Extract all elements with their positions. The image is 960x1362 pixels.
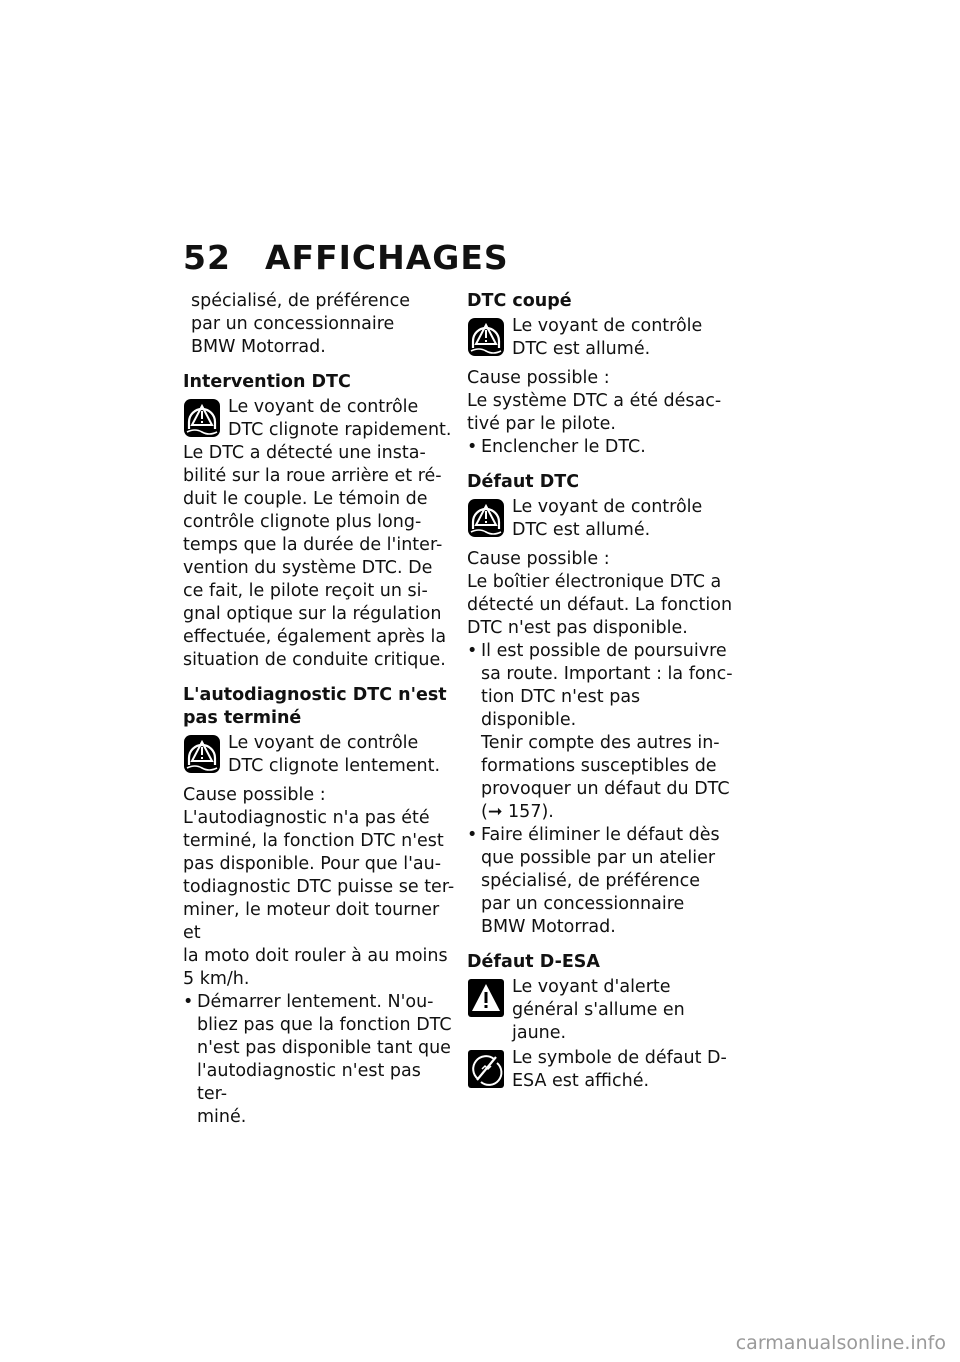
- section-heading-dtc-self-diagnosis: L'autodiagnostic DTC n'est pas terminé: [183, 685, 447, 728]
- icon-description: Le voyant d'alerte général s'allume en jaune.: [512, 977, 685, 1043]
- icon-description: Le voyant de contrôle DTC clignote lentement.: [228, 733, 441, 776]
- page-header: [183, 238, 509, 277]
- icon-row: [183, 732, 455, 778]
- desa-fault-icon: [467, 1049, 505, 1089]
- page-reference[interactable]: (➞ 157).: [481, 802, 554, 822]
- section-body: Le DTC a détecté une insta- bilité sur la roue arrière et ré- duit le couple. Le témoin de contrôle clignote plus long- temps que la durée de l'inter- vention du système DTC. De ce fait, le pilote reçoit un si- gnal optique sur la régulation effectuée, également après la situation de conduite critique.: [183, 443, 447, 670]
- cause-text: Le système DTC a été désac- tivé par le pilote.: [467, 391, 722, 434]
- cause-text: L'autodiagnostic n'a pas été terminé, la fonction DTC n'est pas disponible. Pour que l'au- todiagnostic DTC puisse se ter- miner, le moteur doit tourner et la moto doit rouler à au moins 5 km/h.: [183, 808, 455, 989]
- icon-row: [467, 315, 739, 361]
- intro-text: spécialisé, de préférence par un concessionnaire BMW Motorrad.: [191, 291, 411, 357]
- page-title: AFFICHAGES: [265, 238, 509, 277]
- left-column: [183, 290, 455, 1129]
- icon-description: Le symbole de défaut D-ESA est affiché.: [512, 1048, 727, 1091]
- icon-description: Le voyant de contrôle DTC est allumé.: [512, 316, 703, 359]
- dtc-warning-icon: [467, 498, 505, 538]
- cause-text: Le boîtier électronique DTC a détecté un défaut. La fonction DTC n'est pas disponible.: [467, 572, 733, 638]
- cause-label: Cause possible :: [467, 368, 610, 388]
- bullet-item: • Démarrer lentement. N'ou- bliez pas que la fonction DTC n'est pas disponible tant que l'autodiagnostic n'est pas ter- miné.: [183, 991, 455, 1129]
- bullet-item: • Il est possible de poursuivre sa route. Important : la fonc- tion DTC n'est pas disponible. Tenir compte des autres in- formations susceptibles de provoquer un défaut du DTC (➞ 157).: [467, 640, 739, 824]
- section-heading-dtc-intervention: Intervention DTC: [183, 372, 351, 392]
- general-warning-icon: [467, 978, 505, 1018]
- dtc-warning-icon: [467, 317, 505, 357]
- watermark: carmanualsonline.info: [735, 1332, 946, 1354]
- icon-description: Le voyant de contrôle DTC est allumé.: [512, 497, 703, 540]
- bullet-item: • Faire éliminer le défaut dès que possible par un atelier spécialisé, de préférence par un concessionnaire BMW Motorrad.: [467, 824, 739, 939]
- icon-description: Le voyant de contrôle DTC clignote rapidement.: [228, 397, 452, 440]
- dtc-warning-icon: [183, 398, 221, 438]
- cause-label: Cause possible :: [467, 549, 610, 569]
- bullet-item: • Enclencher le DTC.: [467, 436, 739, 459]
- section-heading-dtc-off: DTC coupé: [467, 291, 572, 311]
- section-heading-dtc-fault: Défaut DTC: [467, 472, 580, 492]
- section-heading-desa-fault: Défaut D-ESA: [467, 952, 600, 972]
- right-column: [467, 290, 739, 1093]
- page-number: 52: [183, 238, 231, 277]
- icon-row: [467, 976, 739, 1045]
- cause-label: Cause possible :: [183, 785, 326, 805]
- icon-row: [467, 1047, 739, 1093]
- dtc-warning-icon: [183, 734, 221, 774]
- icon-row: [467, 496, 739, 542]
- icon-row: [183, 396, 455, 442]
